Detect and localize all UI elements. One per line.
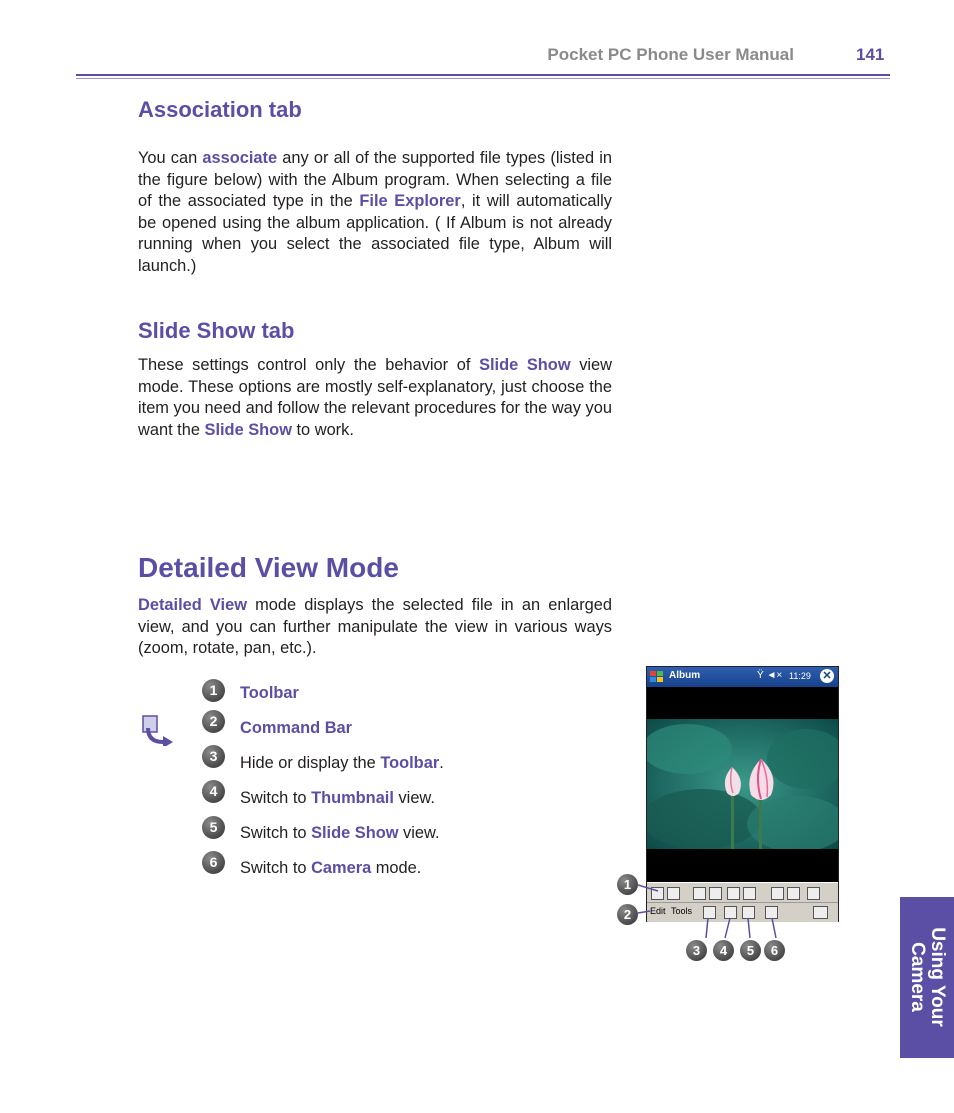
- manual-title: Pocket PC Phone User Manual: [547, 45, 794, 64]
- page-number: 141: [856, 45, 885, 64]
- chapter-side-tab-label: Using Your Camera: [907, 927, 948, 1027]
- list-item-command-bar: 2 Command Bar: [202, 710, 562, 736]
- menu-edit[interactable]: Edit: [650, 906, 666, 916]
- menu-tools[interactable]: Tools: [671, 906, 693, 916]
- association-heading: Association tab: [138, 97, 302, 122]
- windows-start-icon: [649, 669, 665, 685]
- detailed-view-heading: Detailed View Mode: [138, 552, 399, 583]
- header-rule: [76, 74, 890, 76]
- device-title-bar: [647, 667, 838, 687]
- callout-6: 6: [764, 940, 785, 961]
- list-item-thumbnail: 4 Switch to Thumbnail view.: [202, 780, 562, 806]
- list-item-toolbar: 1 Toolbar: [202, 679, 562, 705]
- signal-volume-icons: Ÿ ◄×: [757, 670, 783, 681]
- list-item-slide-show: 5 Switch to Slide Show view.: [202, 816, 562, 842]
- slideshow-heading: Slide Show tab: [138, 318, 295, 343]
- keyboard-icon[interactable]: [813, 906, 828, 919]
- callout-4: 4: [713, 940, 734, 961]
- callout-2: 2: [617, 904, 638, 925]
- file-explorer-link: File Explorer: [359, 192, 461, 211]
- note-arrow-icon: [141, 714, 177, 746]
- detailed-paragraph: Detailed View mode displays the selected file in an enlarged view, and you can further manipulate the view in various ways (zoom, rotate, pan, etc.).: [138, 596, 613, 658]
- device-clock: 11:29: [789, 671, 811, 681]
- list-item-hide-toolbar: 3 Hide or display the Toolbar.: [202, 745, 562, 771]
- slideshow-paragraph: These settings control only the behavior of Slide Show view mode. These options are mostly self-explanatory, just choose the item you need and follow the relevant procedures for the way you want the Slide Show to work.: [138, 356, 612, 439]
- callout-3: 3: [686, 940, 707, 961]
- close-icon[interactable]: ✕: [820, 669, 834, 683]
- associate-link: associate: [202, 149, 278, 167]
- device-app-title: Album: [669, 670, 701, 681]
- lotus-photo: [647, 719, 838, 849]
- list-item-camera: 6 Switch to Camera mode.: [202, 851, 562, 877]
- header-rule-thin: [76, 78, 890, 79]
- callout-1: 1: [617, 874, 638, 895]
- properties-icon[interactable]: [807, 887, 820, 900]
- association-paragraph: You can associate any or all of the supported file types (listed in the figure below) with the Album program. When selecting a file of the associated type in the File Explorer, it will automatically be opened using the album application. ( If Album is not already running when you select the associated file type, Album will launch.): [138, 149, 613, 275]
- callout-5: 5: [740, 940, 761, 961]
